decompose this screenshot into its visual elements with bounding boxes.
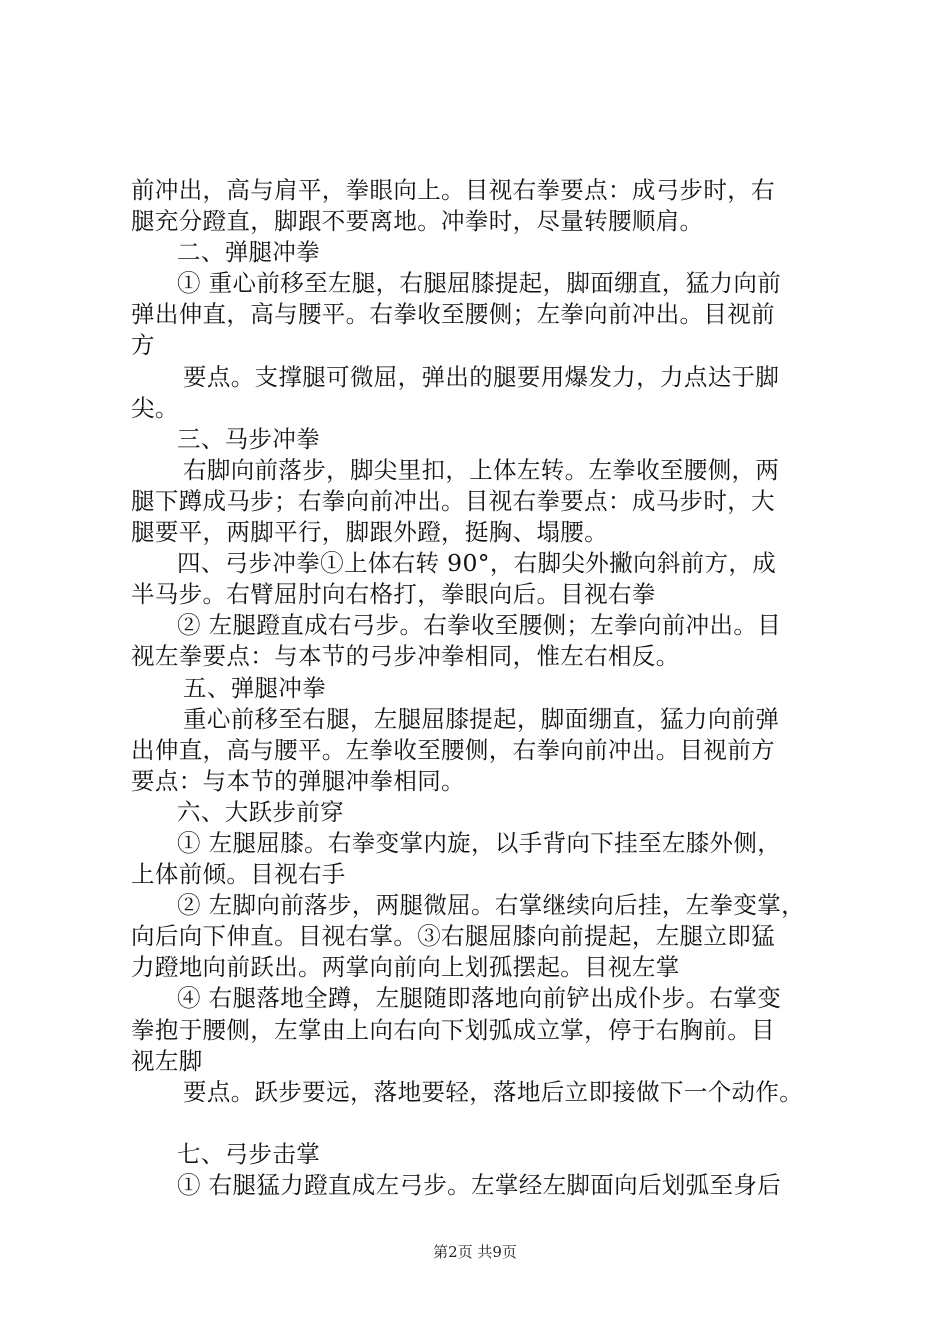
text-line: 力蹬地向前跃出。两掌向前向上划孤摆起。目视左掌 <box>131 953 680 982</box>
text-line: ① 右腿猛力蹬直成左弓步。左掌经左脚面向后划弧至身后 <box>177 1171 782 1199</box>
text-line: ② 左脚向前落步，两腿微屈。右掌继续向后挂，左拳变掌， <box>177 891 805 920</box>
text-line: 上体前倾。目视右手 <box>131 860 346 889</box>
text-line: 半马步。右臂屈肘向右格打，拳眼向后。目视右拳 <box>131 580 656 609</box>
text-line: 方 <box>131 331 155 360</box>
text-line: 前冲出，高与肩平，拳眼向上。目视右拳要点：成弓步时，右 <box>131 176 775 204</box>
text-line: 出伸直，高与腰平。左拳收至腰侧，右拳向前冲出。目视前方 <box>131 735 775 764</box>
text-line: 腿充分蹬直，脚跟不要离地。冲拳时，尽量转腰顺肩。 <box>131 207 704 236</box>
text-line: 腿下蹲成马步；右拳向前冲出。目视右拳要点：成马步时，大 <box>131 486 775 515</box>
blank-line <box>131 1108 831 1139</box>
text-line: 视左拳要点：与本节的弓步冲拳相同，惟左右相反。 <box>131 642 680 671</box>
text-line: 向后向下伸直。目视右掌。③右腿屈膝向前提起，左腿立即猛 <box>131 922 775 951</box>
body-text <box>131 175 831 1201</box>
text-line: ① 重心前移至左腿，右腿屈膝提起，脚面绷直，猛力向前 <box>177 269 782 298</box>
text-line: 尖。 <box>131 393 179 422</box>
text-line: 腿要平，两脚平行，脚跟外蹬，挺胸、塌腰。 <box>131 518 608 547</box>
text-line: 弹出伸直，高与腰平。右拳收至腰侧；左拳向前冲出。目视前 <box>131 300 775 329</box>
text-line: ② 左腿蹬直成右弓步。右拳收至腰侧；左拳向前冲出。目 <box>177 611 782 640</box>
section-heading: 七、弓步击掌 <box>177 1139 321 1168</box>
text-line: 视左脚 <box>131 1046 203 1075</box>
section-heading: 三、马步冲拳 <box>177 424 321 453</box>
text-line: 重心前移至右腿，左腿屈膝提起，脚面绷直，猛力向前弹 <box>183 704 780 733</box>
section-heading: 六、大跃步前穿 <box>177 797 344 826</box>
section-heading: 二、弹腿冲拳 <box>177 238 321 267</box>
text-line: 右脚向前落步，脚尖里扣，上体左转。左拳收至腰侧，两 <box>183 455 780 484</box>
text-line: 拳抱于腰侧，左掌由上向右向下划弧成立掌，停于右胸前。目 <box>131 1015 775 1044</box>
text-line: 要点：与本节的弹腿冲拳相同。 <box>131 766 465 795</box>
text-line: ① 左腿屈膝。右拳变掌内旋，以手背向下挂至左膝外侧， <box>177 828 782 857</box>
page-footer: 第2页 共9页 <box>433 1243 517 1261</box>
section-heading: 五、弹腿冲拳 <box>183 673 327 702</box>
text-line: ④ 右腿落地全蹲，左腿随即落地向前铲出成仆步。右掌变 <box>177 984 782 1013</box>
text-line: 要点。跃步要远，落地要轻，落地后立即接做下一个动作。 <box>183 1077 804 1106</box>
section-heading: 四、弓步冲拳①上体右转 90°，右脚尖外撇向斜前方，成 <box>177 549 777 578</box>
text-line: 要点。支撑腿可微屈，弹出的腿要用爆发力，力点达于脚 <box>183 362 780 391</box>
